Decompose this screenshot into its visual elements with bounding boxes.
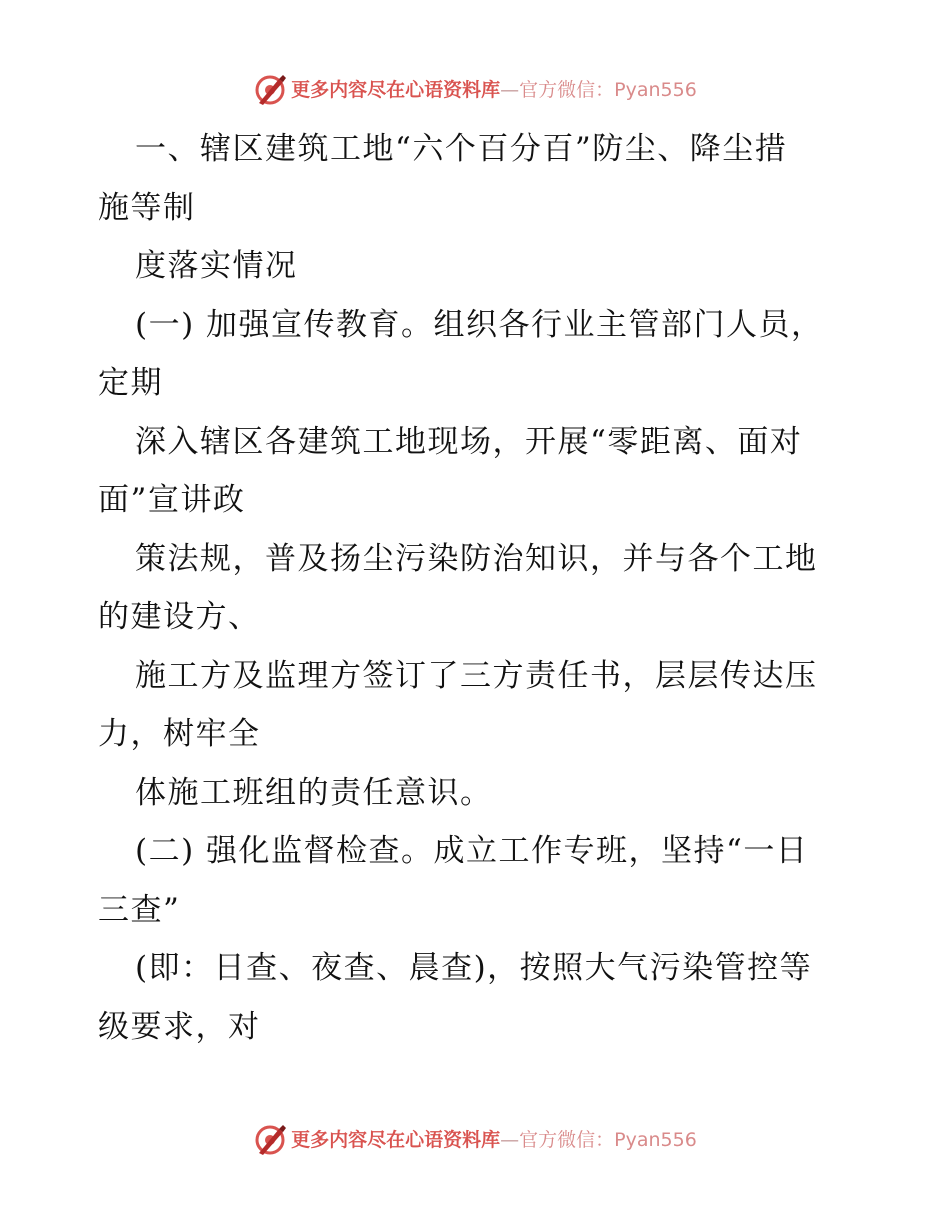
text-line: 深入辖区各建筑工地现场，开展“零距离、面对 bbox=[135, 423, 803, 460]
watermark-dash: — bbox=[500, 1128, 520, 1151]
watermark-banner-bottom bbox=[0, 1120, 950, 1160]
document-body bbox=[98, 120, 858, 1056]
text-line: 一、辖区建筑工地“六个百分百”防尘、降尘措 bbox=[135, 131, 788, 167]
pen-logo-icon bbox=[253, 73, 287, 107]
text-line: 级要求，对 bbox=[98, 1008, 261, 1045]
watermark-brand: 更多内容尽在心语资料库 bbox=[291, 1128, 501, 1151]
text-line: (即：日查、夜查、晨查)，按照大气污染管控等 bbox=[135, 950, 813, 986]
text-line: 定期 bbox=[98, 365, 163, 401]
watermark-text bbox=[291, 1128, 697, 1151]
watermark-contact: 官方微信：Pyan556 bbox=[519, 1128, 697, 1151]
text-line: 施工方及监理方签订了三方责任书，层层传达压 bbox=[135, 657, 818, 694]
text-line: 的建设方、 bbox=[98, 599, 261, 635]
text-line: 体施工班组的责任意识。 bbox=[135, 774, 493, 811]
watermark-banner-top bbox=[0, 70, 950, 110]
pen-logo-icon bbox=[253, 1123, 287, 1157]
watermark-text bbox=[291, 78, 697, 101]
watermark-dash: — bbox=[500, 78, 520, 101]
text-line: 策法规，普及扬尘污染防治知识，并与各个工地 bbox=[135, 540, 818, 577]
watermark-contact: 官方微信：Pyan556 bbox=[519, 78, 697, 101]
watermark-brand: 更多内容尽在心语资料库 bbox=[291, 78, 501, 101]
text-line: 施等制 bbox=[98, 189, 196, 226]
text-line: 三查” bbox=[98, 891, 181, 928]
text-line: (二) 强化监督检查。成立工作专班，坚持“一日 bbox=[135, 833, 809, 869]
text-line: 度落实情况 bbox=[135, 248, 298, 284]
text-line: 力，树牢全 bbox=[98, 716, 261, 752]
text-line: 面”宣讲政 bbox=[98, 482, 246, 518]
text-line: (一) 加强宣传教育。组织各行业主管部门人员， bbox=[135, 306, 824, 343]
